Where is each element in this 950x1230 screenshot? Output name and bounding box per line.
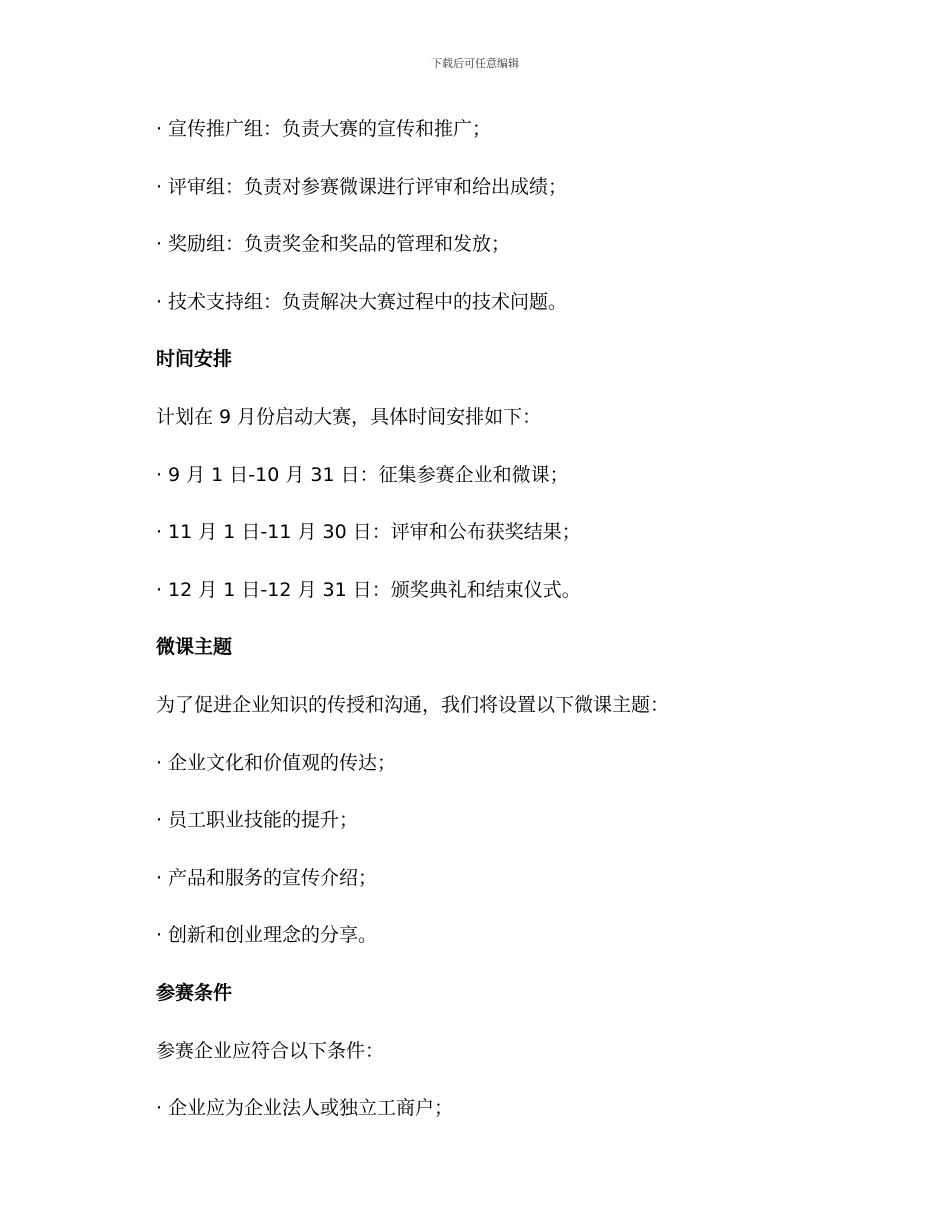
bullet-marker: ·	[156, 578, 163, 601]
list-item	[156, 287, 796, 345]
list-item-text: 企业应为企业法人或独立工商户；	[168, 1097, 454, 1120]
paragraph: 计划在 9 月份启动大赛，具体时间安排如下：	[156, 405, 542, 428]
page-header: 下载后可任意编辑	[431, 57, 519, 70]
paragraph: 为了促进企业知识的传授和沟通，我们将设置以下微课主题：	[156, 693, 670, 716]
list-item	[156, 172, 796, 230]
list-item-text: 评审组：负责对参赛微课进行评审和给出成绩；	[168, 175, 568, 198]
list-item-text: 9 月 1 日-10 月 31 日：征集参赛企业和微课；	[168, 463, 569, 486]
bullet-marker: ·	[156, 290, 163, 313]
list-item-text: 创新和创业理念的分享。	[168, 924, 378, 947]
bullet-marker: ·	[156, 463, 163, 486]
list-item	[156, 920, 796, 978]
bullet-marker: ·	[156, 1097, 163, 1120]
list-item	[156, 1093, 796, 1151]
section-heading: 参赛条件	[156, 981, 233, 1004]
list-item	[156, 114, 796, 172]
list-item-text: 11 月 1 日-11 月 30 日：评审和公布获奖结果；	[168, 521, 581, 544]
list-item	[156, 805, 796, 863]
list-item-text: 奖励组：负责奖金和奖品的管理和发放；	[168, 233, 511, 256]
paragraph: 参赛企业应符合以下条件：	[156, 1039, 385, 1062]
bullet-marker: ·	[156, 175, 163, 198]
list-item-text: 12 月 1 日-12 月 31 日：颁奖典礼和结束仪式。	[168, 578, 581, 601]
list-item-text: 产品和服务的宣传介绍；	[168, 866, 378, 889]
list-item	[156, 517, 796, 575]
list-item-text: 宣传推广组：负责大赛的宣传和推广；	[168, 118, 492, 140]
bullet-marker: ·	[156, 924, 163, 947]
bullet-marker: ·	[156, 809, 163, 832]
bullet-marker: ·	[156, 751, 163, 774]
bullet-marker: ·	[156, 866, 163, 889]
document-body	[156, 114, 796, 1151]
list-item	[156, 229, 796, 287]
bullet-marker: ·	[156, 118, 163, 140]
section-heading: 时间安排	[156, 348, 233, 371]
list-item	[156, 575, 796, 633]
list-item-text: 企业文化和价值观的传达；	[168, 751, 397, 774]
list-item	[156, 863, 796, 921]
bullet-marker: ·	[156, 233, 163, 256]
list-item	[156, 748, 796, 806]
section-heading: 微课主题	[156, 636, 233, 659]
list-item-text: 员工职业技能的提升；	[168, 809, 359, 832]
list-item	[156, 460, 796, 518]
bullet-marker: ·	[156, 521, 163, 544]
list-item-text: 技术支持组：负责解决大赛过程中的技术问题。	[168, 290, 568, 313]
